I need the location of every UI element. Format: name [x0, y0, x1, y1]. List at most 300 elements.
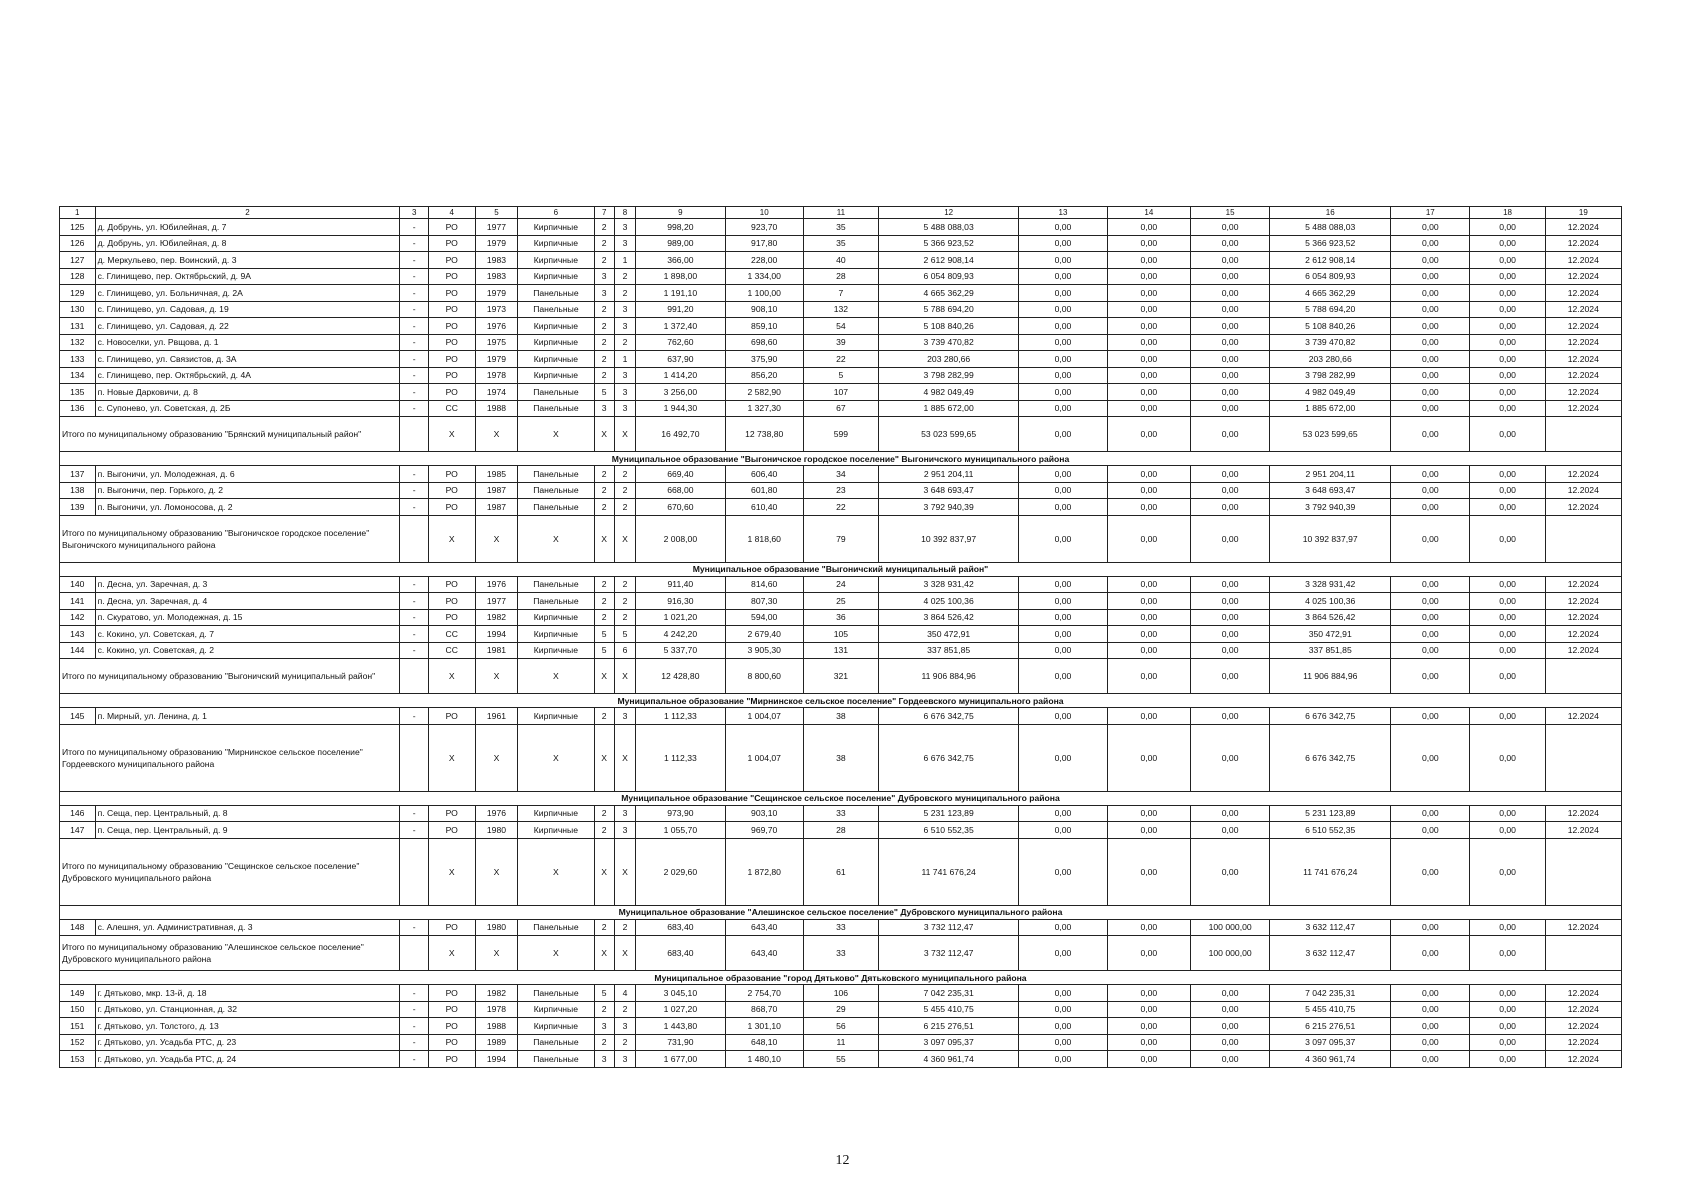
table-cell: 973,90	[636, 805, 725, 822]
total-cell: X	[518, 936, 594, 971]
table-cell: 0,00	[1191, 367, 1270, 384]
table-cell: 6 676 342,75	[879, 708, 1019, 725]
table-cell: 807,30	[725, 593, 803, 610]
table-cell: 3 648 693,47	[879, 482, 1019, 499]
address-cell: с. Супонево, ул. Советская, д. 2Б	[95, 400, 400, 417]
table-cell: 0,00	[1107, 708, 1190, 725]
address-cell: г. Дятьково, мкр. 13-й, д. 18	[95, 985, 400, 1002]
table-cell: Панельные	[518, 482, 594, 499]
total-cell: 12 428,80	[636, 659, 725, 694]
table-cell: 2	[614, 609, 635, 626]
table-cell: 36	[803, 609, 878, 626]
table-cell: 0,00	[1470, 576, 1545, 593]
table-cell: 2 679,40	[725, 626, 803, 643]
column-number: 14	[1107, 207, 1190, 219]
table-cell: 3 864 526,42	[1270, 609, 1391, 626]
address-cell: г. Дятьково, ул. Станционная, д. 32	[95, 1001, 400, 1018]
table-cell: 4 982 049,49	[1270, 384, 1391, 401]
table-cell: РО	[428, 318, 475, 335]
table-cell: 0,00	[1191, 268, 1270, 285]
table-cell: 139	[60, 499, 96, 516]
table-cell: 0,00	[1107, 334, 1190, 351]
table-cell: 4 665 362,29	[1270, 285, 1391, 302]
table-row	[60, 609, 1622, 626]
table-cell: 2	[594, 805, 614, 822]
total-cell: 0,00	[1391, 417, 1470, 452]
table-cell: 0,00	[1391, 252, 1470, 269]
section-heading-row	[60, 791, 1622, 805]
table-row	[60, 285, 1622, 302]
total-cell: X	[594, 936, 614, 971]
table-cell: 1 372,40	[636, 318, 725, 335]
table-cell: 0,00	[1391, 318, 1470, 335]
table-cell: 40	[803, 252, 878, 269]
table-cell: 2	[594, 301, 614, 318]
table-cell: 0,00	[1391, 985, 1470, 1002]
table-cell: 3 739 470,82	[1270, 334, 1391, 351]
table-cell	[400, 838, 428, 905]
table-cell: 0,00	[1019, 367, 1107, 384]
table-cell: 0,00	[1107, 985, 1190, 1002]
table-row	[60, 334, 1622, 351]
table-cell: РО	[428, 593, 475, 610]
table-cell: 1 898,00	[636, 268, 725, 285]
table-cell: 6 054 809,93	[1270, 268, 1391, 285]
table-cell: 1987	[475, 499, 518, 516]
table-cell: 0,00	[1391, 268, 1470, 285]
total-cell: X	[594, 724, 614, 791]
table-cell: 133	[60, 351, 96, 368]
table-cell: 3	[594, 1051, 614, 1068]
total-row	[60, 838, 1622, 905]
table-cell: 0,00	[1019, 400, 1107, 417]
table-cell: 0,00	[1019, 351, 1107, 368]
total-cell: 38	[803, 724, 878, 791]
table-cell: 0,00	[1019, 268, 1107, 285]
table-cell: 0,00	[1470, 626, 1545, 643]
table-cell: 923,70	[725, 219, 803, 236]
table-cell: 106	[803, 985, 878, 1002]
table-cell: 4 665 362,29	[879, 285, 1019, 302]
table-cell: 105	[803, 626, 878, 643]
table-row	[60, 1034, 1622, 1051]
table-cell: 0,00	[1470, 318, 1545, 335]
table-cell: 136	[60, 400, 96, 417]
table-cell: 0,00	[1019, 235, 1107, 252]
total-cell: 100 000,00	[1191, 936, 1270, 971]
table-cell: 0,00	[1107, 367, 1190, 384]
table-row	[60, 1001, 1622, 1018]
total-row	[60, 659, 1622, 694]
table-cell: 1994	[475, 626, 518, 643]
table-cell: 0,00	[1470, 482, 1545, 499]
column-number: 11	[803, 207, 878, 219]
table-cell: 2 612 908,14	[1270, 252, 1391, 269]
table-cell: Кирпичные	[518, 334, 594, 351]
total-cell: 321	[803, 659, 878, 694]
table-cell: 0,00	[1470, 285, 1545, 302]
table-cell: 0,00	[1191, 708, 1270, 725]
table-cell: 12.2024	[1545, 626, 1621, 643]
address-cell: д. Добрунь, ул. Юбилейная, д. 8	[95, 235, 400, 252]
total-cell: 10 392 837,97	[1270, 515, 1391, 562]
total-cell: 11 741 676,24	[1270, 838, 1391, 905]
table-cell: 3	[594, 268, 614, 285]
table-cell: 0,00	[1191, 482, 1270, 499]
table-cell: 4 242,20	[636, 626, 725, 643]
table-cell: 5 788 694,20	[1270, 301, 1391, 318]
section-heading: Муниципальное образование "Мирнинское сельское поселение" Гордеевского муниципального района	[60, 694, 1622, 708]
section-heading-row	[60, 971, 1622, 985]
total-cell: 0,00	[1391, 838, 1470, 905]
table-cell: 0,00	[1019, 642, 1107, 659]
table-cell	[400, 515, 428, 562]
table-cell: -	[400, 318, 428, 335]
table-cell: 1989	[475, 1034, 518, 1051]
table-cell: РО	[428, 301, 475, 318]
table-cell: -	[400, 822, 428, 839]
table-cell: 683,40	[636, 919, 725, 936]
total-cell: 0,00	[1391, 515, 1470, 562]
table-cell: 3	[614, 367, 635, 384]
table-cell: 0,00	[1191, 1018, 1270, 1035]
table-cell: 12.2024	[1545, 235, 1621, 252]
table-cell: 146	[60, 805, 96, 822]
total-cell: 2 029,60	[636, 838, 725, 905]
total-cell: 0,00	[1107, 724, 1190, 791]
total-cell	[1545, 838, 1621, 905]
total-cell: 0,00	[1191, 659, 1270, 694]
table-cell: -	[400, 285, 428, 302]
total-cell: 0,00	[1470, 515, 1545, 562]
table-cell: 2	[594, 318, 614, 335]
table-cell: 3 739 470,82	[879, 334, 1019, 351]
table-cell: 1	[614, 252, 635, 269]
table-cell: 3	[614, 708, 635, 725]
section-heading-row	[60, 562, 1622, 576]
address-cell: п. Выгоничи, пер. Горького, д. 2	[95, 482, 400, 499]
column-number: 5	[475, 207, 518, 219]
total-label: Итого по муниципальному образованию "Мирнинское сельское поселение" Гордеевского муниципального района	[60, 724, 400, 791]
table-cell: 350 472,91	[1270, 626, 1391, 643]
table-cell: 1 885 672,00	[1270, 400, 1391, 417]
table-cell: 203 280,66	[1270, 351, 1391, 368]
table-cell: 141	[60, 593, 96, 610]
table-cell: 0,00	[1470, 822, 1545, 839]
table-cell: РО	[428, 466, 475, 483]
table-cell: 0,00	[1107, 384, 1190, 401]
table-cell: 12.2024	[1545, 708, 1621, 725]
total-cell: 12 738,80	[725, 417, 803, 452]
table-cell: 643,40	[725, 919, 803, 936]
table-cell: 0,00	[1470, 219, 1545, 236]
table-cell: РО	[428, 252, 475, 269]
table-cell: 35	[803, 219, 878, 236]
table-cell: 969,70	[725, 822, 803, 839]
total-cell: 0,00	[1107, 417, 1190, 452]
table-cell: РО	[428, 285, 475, 302]
table-cell: 594,00	[725, 609, 803, 626]
table-cell: РО	[428, 334, 475, 351]
table-cell: 12.2024	[1545, 318, 1621, 335]
table-cell: 100 000,00	[1191, 919, 1270, 936]
total-cell: 3 632 112,47	[1270, 936, 1391, 971]
table-cell: 6 510 552,35	[1270, 822, 1391, 839]
table-cell: 0,00	[1107, 235, 1190, 252]
table-cell: 0,00	[1019, 805, 1107, 822]
table-cell: -	[400, 1001, 428, 1018]
table-cell: 648,10	[725, 1034, 803, 1051]
table-cell: 0,00	[1470, 400, 1545, 417]
table-cell: -	[400, 708, 428, 725]
table-cell: 54	[803, 318, 878, 335]
table-cell: 2	[594, 466, 614, 483]
table-cell: Панельные	[518, 576, 594, 593]
table-cell: 130	[60, 301, 96, 318]
table-cell: Кирпичные	[518, 609, 594, 626]
table-cell: 143	[60, 626, 96, 643]
address-cell: с. Кокино, ул. Советская, д. 7	[95, 626, 400, 643]
table-cell: 1983	[475, 268, 518, 285]
total-cell: 643,40	[725, 936, 803, 971]
table-cell: 0,00	[1391, 384, 1470, 401]
address-cell: п. Десна, ул. Заречная, д. 3	[95, 576, 400, 593]
table-cell: 6 510 552,35	[879, 822, 1019, 839]
total-cell: 6 676 342,75	[879, 724, 1019, 791]
table-cell	[400, 724, 428, 791]
total-cell: 11 906 884,96	[879, 659, 1019, 694]
address-cell: с. Глинищево, пер. Октябрьский, д. 9А	[95, 268, 400, 285]
table-cell: 0,00	[1391, 482, 1470, 499]
table-cell: 0,00	[1470, 384, 1545, 401]
total-cell: X	[428, 838, 475, 905]
table-cell: 5 231 123,89	[1270, 805, 1391, 822]
total-cell: 0,00	[1107, 838, 1190, 905]
table-cell: 0,00	[1107, 1001, 1190, 1018]
table-cell: 0,00	[1019, 384, 1107, 401]
total-cell: 0,00	[1391, 724, 1470, 791]
table-row	[60, 482, 1622, 499]
table-cell: РО	[428, 219, 475, 236]
table-cell: 0,00	[1191, 609, 1270, 626]
table-cell: 0,00	[1019, 318, 1107, 335]
total-cell: 0,00	[1191, 838, 1270, 905]
table-cell: 2 951 204,11	[1270, 466, 1391, 483]
total-cell: 2 008,00	[636, 515, 725, 562]
table-cell: 35	[803, 235, 878, 252]
table-cell: Панельные	[518, 301, 594, 318]
table-cell: Кирпичные	[518, 268, 594, 285]
table-cell: 12.2024	[1545, 805, 1621, 822]
table-row	[60, 318, 1622, 335]
table-cell: -	[400, 499, 428, 516]
table-cell: 0,00	[1019, 482, 1107, 499]
total-cell	[1545, 515, 1621, 562]
column-number: 6	[518, 207, 594, 219]
table-row	[60, 301, 1622, 318]
table-cell: 2	[614, 482, 635, 499]
total-cell: 0,00	[1191, 417, 1270, 452]
table-cell: РО	[428, 384, 475, 401]
table-cell: -	[400, 400, 428, 417]
table-cell: 917,80	[725, 235, 803, 252]
column-number: 1	[60, 207, 96, 219]
table-row	[60, 384, 1622, 401]
table-cell: 0,00	[1470, 499, 1545, 516]
table-cell: 12.2024	[1545, 576, 1621, 593]
table-cell: 5	[594, 384, 614, 401]
table-cell: 12.2024	[1545, 268, 1621, 285]
table-cell: 1 021,20	[636, 609, 725, 626]
table-cell: 12.2024	[1545, 252, 1621, 269]
total-cell: 0,00	[1391, 936, 1470, 971]
table-cell: 0,00	[1391, 1034, 1470, 1051]
table-cell: 3	[614, 318, 635, 335]
table-cell: 908,10	[725, 301, 803, 318]
table-cell: Кирпичные	[518, 822, 594, 839]
table-cell: 3 732 112,47	[879, 919, 1019, 936]
table-cell: 1977	[475, 593, 518, 610]
table-cell: 1 944,30	[636, 400, 725, 417]
table-cell: 2	[594, 708, 614, 725]
table-cell: 1980	[475, 822, 518, 839]
table-cell: -	[400, 219, 428, 236]
table-cell: -	[400, 482, 428, 499]
table-cell: 1979	[475, 285, 518, 302]
table-cell: 5 366 923,52	[879, 235, 1019, 252]
table-cell: 0,00	[1107, 609, 1190, 626]
table-cell: 1 677,00	[636, 1051, 725, 1068]
table-cell: 3 798 282,99	[1270, 367, 1391, 384]
table-cell: 3	[614, 400, 635, 417]
total-cell: X	[518, 659, 594, 694]
table-cell: 0,00	[1019, 285, 1107, 302]
table-row	[60, 235, 1622, 252]
table-cell: 144	[60, 642, 96, 659]
table-cell: -	[400, 351, 428, 368]
table-cell: 12.2024	[1545, 1034, 1621, 1051]
table-cell: 3 632 112,47	[1270, 919, 1391, 936]
table-cell: Панельные	[518, 499, 594, 516]
table-cell: 2	[594, 609, 614, 626]
table-cell: 0,00	[1191, 1034, 1270, 1051]
table-cell: 1976	[475, 805, 518, 822]
table-cell: 0,00	[1470, 642, 1545, 659]
table-cell: 1961	[475, 708, 518, 725]
table-cell: 12.2024	[1545, 400, 1621, 417]
table-cell: 868,70	[725, 1001, 803, 1018]
table-cell: 1 112,33	[636, 708, 725, 725]
table-cell: 0,00	[1470, 805, 1545, 822]
total-cell: X	[594, 417, 614, 452]
column-number: 16	[1270, 207, 1391, 219]
table-cell: 1976	[475, 318, 518, 335]
table-cell: 12.2024	[1545, 985, 1621, 1002]
table-cell: 39	[803, 334, 878, 351]
table-cell: 3	[594, 285, 614, 302]
table-cell: -	[400, 301, 428, 318]
table-cell: 2	[614, 466, 635, 483]
table-cell: 2	[614, 919, 635, 936]
table-cell: РО	[428, 1051, 475, 1068]
table-cell: 0,00	[1470, 466, 1545, 483]
table-cell: 3 097 095,37	[879, 1034, 1019, 1051]
table-cell: 0,00	[1107, 285, 1190, 302]
table-cell: 0,00	[1107, 301, 1190, 318]
table-cell: 0,00	[1107, 1051, 1190, 1068]
table-cell: 134	[60, 367, 96, 384]
table-cell: 2	[594, 499, 614, 516]
address-cell: с. Глинищево, ул. Садовая, д. 19	[95, 301, 400, 318]
table-cell: 1981	[475, 642, 518, 659]
table-cell: 0,00	[1019, 919, 1107, 936]
table-cell: Панельные	[518, 285, 594, 302]
table-cell: 5 366 923,52	[1270, 235, 1391, 252]
total-cell: 53 023 599,65	[1270, 417, 1391, 452]
total-cell: 0,00	[1191, 724, 1270, 791]
table-cell: РО	[428, 609, 475, 626]
table-cell: 24	[803, 576, 878, 593]
table-cell: 989,00	[636, 235, 725, 252]
table-cell: 4 360 961,74	[1270, 1051, 1391, 1068]
table-cell: 12.2024	[1545, 822, 1621, 839]
table-cell: СС	[428, 626, 475, 643]
table-cell: Кирпичные	[518, 235, 594, 252]
table-cell: 0,00	[1191, 384, 1270, 401]
table-cell: Панельные	[518, 384, 594, 401]
table-cell: 1974	[475, 384, 518, 401]
table-cell: 0,00	[1391, 367, 1470, 384]
table-cell: 7 042 235,31	[879, 985, 1019, 1002]
column-number-row	[60, 207, 1622, 219]
table-cell: 998,20	[636, 219, 725, 236]
column-number: 10	[725, 207, 803, 219]
table-cell: 0,00	[1191, 301, 1270, 318]
total-row	[60, 417, 1622, 452]
total-cell: X	[475, 417, 518, 452]
total-cell: X	[518, 417, 594, 452]
table-cell: 2	[594, 219, 614, 236]
table-cell: 0,00	[1107, 499, 1190, 516]
table-cell: -	[400, 268, 428, 285]
address-cell: с. Новоселки, ул. Рвщова, д. 1	[95, 334, 400, 351]
address-cell: п. Десна, ул. Заречная, д. 4	[95, 593, 400, 610]
table-cell: 3 097 095,37	[1270, 1034, 1391, 1051]
table-cell: 12.2024	[1545, 482, 1621, 499]
table-cell: 0,00	[1391, 1051, 1470, 1068]
table-cell: 129	[60, 285, 96, 302]
table-cell: 0,00	[1391, 301, 1470, 318]
table-cell: 28	[803, 822, 878, 839]
table-cell: 3 798 282,99	[879, 367, 1019, 384]
table-cell: 2 612 908,14	[879, 252, 1019, 269]
address-cell: с. Кокино, ул. Советская, д. 2	[95, 642, 400, 659]
table-cell: 1 027,20	[636, 1001, 725, 1018]
table-cell: 610,40	[725, 499, 803, 516]
table-cell: -	[400, 1051, 428, 1068]
table-cell: 0,00	[1107, 822, 1190, 839]
section-heading-row	[60, 694, 1622, 708]
table-cell: 132	[803, 301, 878, 318]
address-cell: с. Глинищево, ул. Садовая, д. 22	[95, 318, 400, 335]
table-cell: 0,00	[1391, 805, 1470, 822]
table-cell: 150	[60, 1001, 96, 1018]
table-cell: 3 256,00	[636, 384, 725, 401]
table-cell: -	[400, 1034, 428, 1051]
section-heading: Муниципальное образование "Выгоничское городское поселение" Выгоничского муниципального района	[60, 452, 1622, 466]
column-number: 12	[879, 207, 1019, 219]
table-cell: 6	[614, 642, 635, 659]
